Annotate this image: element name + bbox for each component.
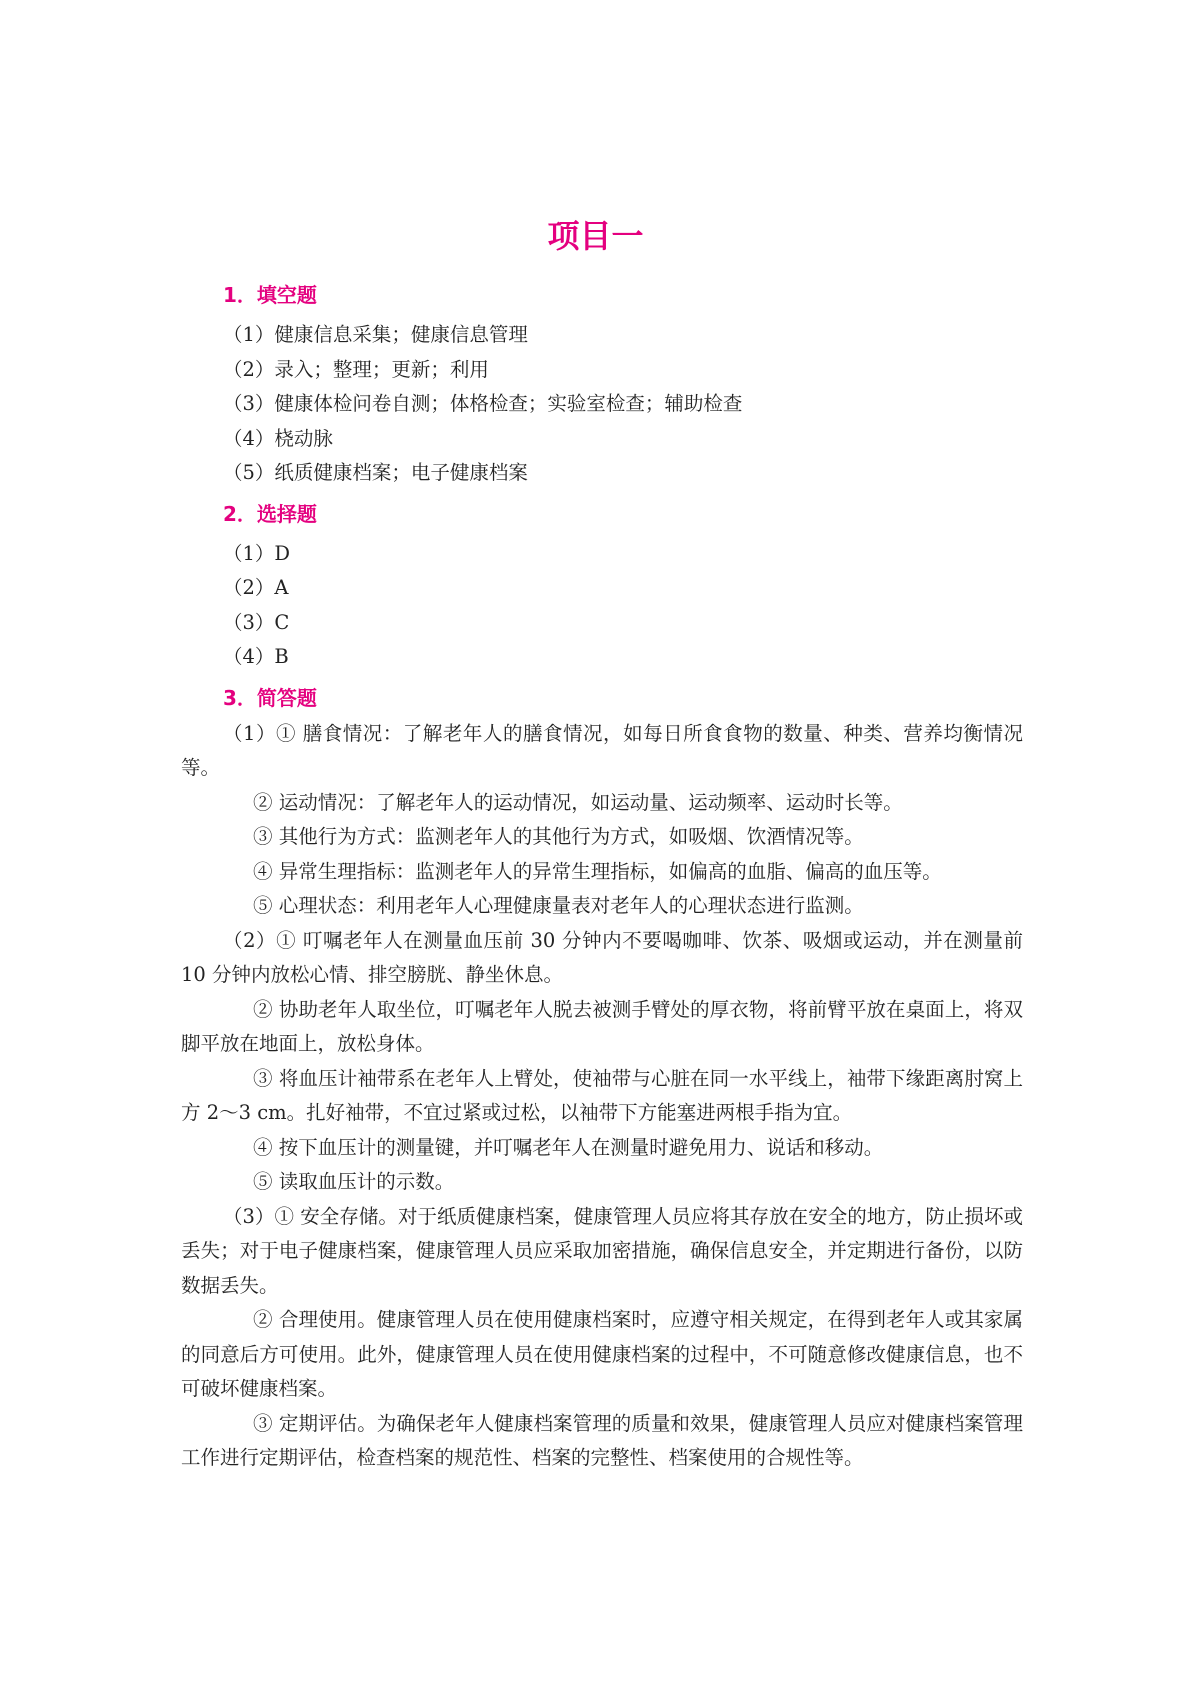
section-heading-choice (181, 495, 1023, 533)
answer-content (181, 276, 1023, 1476)
answer-item: （3）健康体检问卷自测；体格检查；实验室检查；辅助检查 (223, 392, 743, 415)
answer-item: （1）健康信息采集；健康信息管理 (223, 323, 528, 346)
answer-item: （4）桡动脉 (223, 426, 333, 450)
answer-item: （5）纸质健康档案；电子健康档案 (223, 461, 528, 484)
section-title: 简答题 (256, 685, 317, 710)
answer-paragraph: ② 协助老年人取坐位，叮嘱老年人脱去被测手臂处的厚衣物，将前臂平放在桌面上，将双脚平放在地面上，放松身体。 (181, 997, 1023, 1055)
choice-answers (181, 533, 1023, 679)
short-answer-1 (181, 717, 1023, 924)
answer-paragraph: （2）① 叮嘱老年人在测量血压前 30 分钟内不要喝咖啡、饮茶、吸烟或运动，并在测量前 10 分钟内放松心情、排空膀胱、静坐休息。 (181, 928, 1023, 986)
answer-paragraph: （3）① 安全存储。对于纸质健康档案，健康管理人员应将其存放在安全的地方，防止损坏或丢失；对于电子健康档案，健康管理人员应采取加密措施，确保信息安全，并定期进行备份，以防数据丢失。 (181, 1204, 1023, 1297)
short-answer-3 (181, 1200, 1023, 1476)
fill-blank-answers (181, 314, 1023, 495)
answer-paragraph: ④ 按下血压计的测量键，并叮嘱老年人在测量时避免用力、说话和移动。 (253, 1135, 884, 1159)
section-number: 2． (223, 501, 257, 526)
answer-item: （4）B (223, 645, 289, 668)
answer-item: （2）录入；整理；更新；利用 (223, 357, 489, 381)
answer-item: （2）A (223, 576, 289, 599)
page-title: 项目一 (547, 217, 644, 256)
answer-paragraph: （1）① 膳食情况：了解老年人的膳食情况，如每日所食食物的数量、种类、营养均衡情况等。 (181, 721, 1023, 779)
answer-paragraph: ③ 定期评估。为确保老年人健康档案管理的质量和效果，健康管理人员应对健康档案管理工作进行定期评估，检查档案的规范性、档案的完整性、档案使用的合规性等。 (181, 1411, 1023, 1469)
answer-paragraph: ③ 将血压计袖带系在老年人上臂处，使袖带与心脏在同一水平线上，袖带下缘距离肘窝上方 2～3 cm。扎好袖带，不宜过紧或过松，以袖带下方能塞进两根手指为宜。 (181, 1066, 1023, 1124)
section-number: 1． (223, 283, 257, 307)
section-title: 填空题 (256, 283, 317, 307)
answer-item: （1）D (223, 541, 291, 565)
answer-paragraph: ③ 其他行为方式：监测老年人的其他行为方式，如吸烟、饮酒情况等。 (253, 825, 864, 848)
section-number: 3． (223, 685, 257, 710)
answer-paragraph: ② 合理使用。健康管理人员在使用健康档案时，应遵守相关规定，在得到老年人或其家属的同意后方可使用。此外，健康管理人员在使用健康档案的过程中，不可随意修改健康信息，也不可破坏健康档案。 (181, 1308, 1023, 1400)
section-heading-short-answer (181, 679, 1023, 717)
answer-paragraph: ② 运动情况：了解老年人的运动情况，如运动量、运动频率、运动时长等。 (253, 790, 903, 814)
answer-item: （3）C (223, 610, 290, 634)
section-heading-fill-blank (181, 276, 1023, 314)
answer-paragraph: ⑤ 读取血压计的示数。 (253, 1170, 455, 1193)
section-title: 选择题 (256, 501, 317, 526)
answer-paragraph: ⑤ 心理状态：利用老年人心理健康量表对老年人的心理状态进行监测。 (253, 894, 864, 917)
short-answer-2 (181, 924, 1023, 1200)
answer-paragraph: ④ 异常生理指标：监测老年人的异常生理指标，如偏高的血脂、偏高的血压等。 (253, 859, 942, 883)
